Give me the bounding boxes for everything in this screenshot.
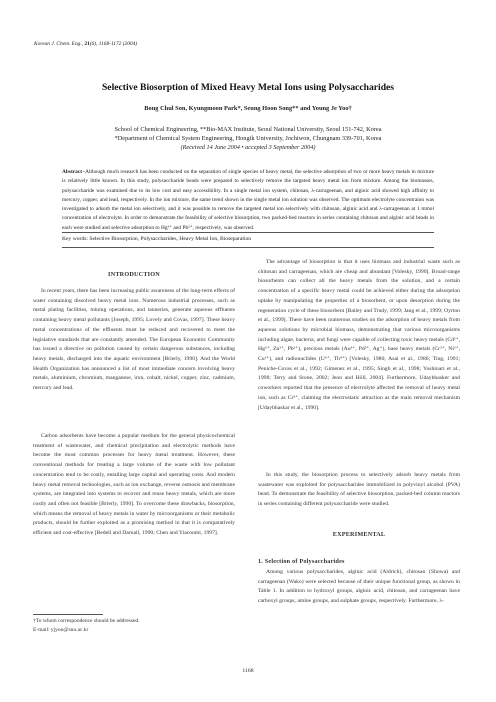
footnote-rule [33,614,103,615]
journal-name: Korean J. Chem. Eng., [34,41,84,47]
footnote-correspondence: †To whom correspondence should be addressed. [33,618,140,624]
abstract [62,168,434,233]
right-paragraph-1: The advantage of biosorption is that it uses biomass and industrial waste such as chitosan and carrageenan, which are cheap and abundant [Volesky, 1990]. Broad-range biosorbents can collect all the heavy metals from the solution, and a certain concentration of a specific heavy metal could be achieved either during the adsorption uptake by manipulating the properties of a biosorbent, or upon desorption during the regeneration cycle of these biosorbent [Bailey and Trudy, 1999; Jang et al., 1999; Oyrton et al., 1999]. There have been numerous studies on the adsorption of heavy metals from aqueous solutions by microbial biomass, demonstrating that various microorganisms including algae, bacteria, and fungi were capable of collecting toxic heavy metals (Cd²⁺, Hg²⁺, Zn²⁺, Pb²⁺), precious metals (Au³⁺, Pd²⁺, Ag⁺), base heavy metals (Cr³⁺, Ni²⁺, Cu²⁺), and radionuclides (U⁶⁺, Th⁴⁺) [Volesky, 1986; Asai et al., 1986; Ting, 1991; Peniche-Covas et al., 1992; Gimenez et al., 1995; Singh et al., 1998; Yoshinari et al., 1998; Terry and Stone, 2002; Jeon and Höll, 2004]. Furthermore, Udaybhasker and coworkers reported that the presence of electrolyte affected the removal of heavy metal ion, such as Cr³⁺, claiming the electrostatic attraction as the main removal mechanism [Udaybhaskar et al., 1990]. [258,259,460,411]
paper-title: Selective Biosorption of Mixed Heavy Metal Ions using Polysaccharides [101,82,395,93]
abstract-label: Abstract [62,169,83,175]
right-paragraph-2: In this study, the biosorption process to selectively adsorb heavy metals from wastewater was exploited for polysaccharides immobilized in polyvinyl alcohol (PVA) bead. To demonstrate the feasibility of selective biosorption, packed-bed column reactors in series containing different polysaccharide were studied. [258,472,460,508]
affiliation-2: *Department of Chemical System Engineering, Hongik University, Jochiwon, Chungnam 339-701, Korea [114,135,382,142]
footnote-email: E-mail: yjyoo@snu.ac.kr [33,626,89,633]
intro-paragraph-1: In recent years, there has been increasing public awareness of the long-term effects of water containing dissolved heavy metal ions. Numerous industrial processes, such as metal plating facilities, mining operations, and tanneries, generate aqueous effluents containing heavy metal pollutants [Joseph, 1995; Lovely and Covas, 1997]. These heavy metal concentrations of the effluents must be reduced and recovered to meet the legislative standards that are constantly amended. The European Economic Community has issued a directive on pollution caused by certain dangerous substances, including heavy metals, discharged into the aquatic environment [Brierly, 1990]. And the World Health Organization has announced a list of most immediate concern involving heavy metals, aluminium, chromium, manganese, iron, cobalt, nickel, copper, zinc, cadmium, mercury and lead. [33,288,235,392]
abstract-text: −Although much research has been conducted on the separation of single species of heavy metal, the selective adsorption of two or more heavy metals in mixture is relatively little known. In this study, polysaccharide beads were prepared to selectively remove the targeted heavy metal ion from mixture. Among the biomasses, polysaccharide was examined due to its low cost and easy accessibility. In a single metal ion system, chitosan, λ-carrageenan, and alginic acid showed high affinity to mercury, copper, and lead, respectively. In the ion mixture, the same trend shown in the single metal ion solution was observed. The optimum electrolyte concentraion was investigated to adsorb the metal ion selectively, and it was possible to remove the targeted metal ion selectively with chitosan, alginic acid and λ-carrageenan at 1 mmol concentration of electrolyte. In order to demonstrate the feasibility of selective biosorption, two packed-bed reactors in series containing chitosan and alginic acid beads in each were studied and selective adsorption to Hg²⁺ and Pb²⁺, respectively, was observed. [62,169,434,231]
footnote [33,617,140,634]
received-dates: (Received 14 June 2004 • accepted 3 September 2004) [180,144,316,151]
keywords: Key words: Selective Biosorption, Polysaccharides, Heavy Metal Ion, Bioseparation [62,236,252,242]
journal-reference [34,41,137,47]
introduction-heading: INTRODUCTION [108,271,160,278]
author-list: Bong Chul Son, Kyungmoon Park*, Seung Hoon Song** and Young Je Yoo† [144,105,352,112]
right-paragraph-3: Among various polysaccharides, alginic acid (Aldrich), chitosan (Showa) and carrageenan (Wako) were selected because of their unique functional group, as shown in Table 1. In addition to hydroxyl groups, alginic acid, chitosan, and carrageenan have carboxyl groups, amine groups, and sulphate groups, respectively. Furthermore, λ- [258,569,460,605]
page-number: 1168 [242,668,254,674]
intro-paragraph-2: Carbon adsorbents have become a popular medium for the general physicochemical treatment of wastewater, and chemical precipitation and electrolytic methods have become the most common processes for heavy metal treatment. However, these conventional methods for treating a large volume of the waste with low pollutant concentration tend to be costly, entailing large capital and operating costs. And modern heavy metal removal technologies, such as ion exchange, reverse osmosis and membrane systems, are integrated into systems to recover and reuse heavy metals, which are more costly and often not feasible [Brierly, 1990]. To overcome these drawbacks, biosorption, which means the removal of heavy metals in water by microorganisms or their metabolic products, should be further exploited as a promising method in that it is comparatively efficient and cost-effective [Bedell and Darnall, 1990; Chen and Yiacoumi, 1997]. [33,433,235,537]
affiliation-1: School of Chemical Engineering, **Bio-MAX Institute, Seoul National University, Seoul 151-742, Korea [114,126,382,133]
keywords-top-rule [62,232,434,233]
experimental-heading: EXPERIMENTAL [332,531,386,538]
journal-volume: 21 [84,41,90,47]
keywords-bottom-rule [62,247,434,248]
journal-issue-pages: (6), 1168-1172 (2004) [89,41,138,47]
subsection-heading: 1. Selection of Polysaccharides [258,558,345,565]
